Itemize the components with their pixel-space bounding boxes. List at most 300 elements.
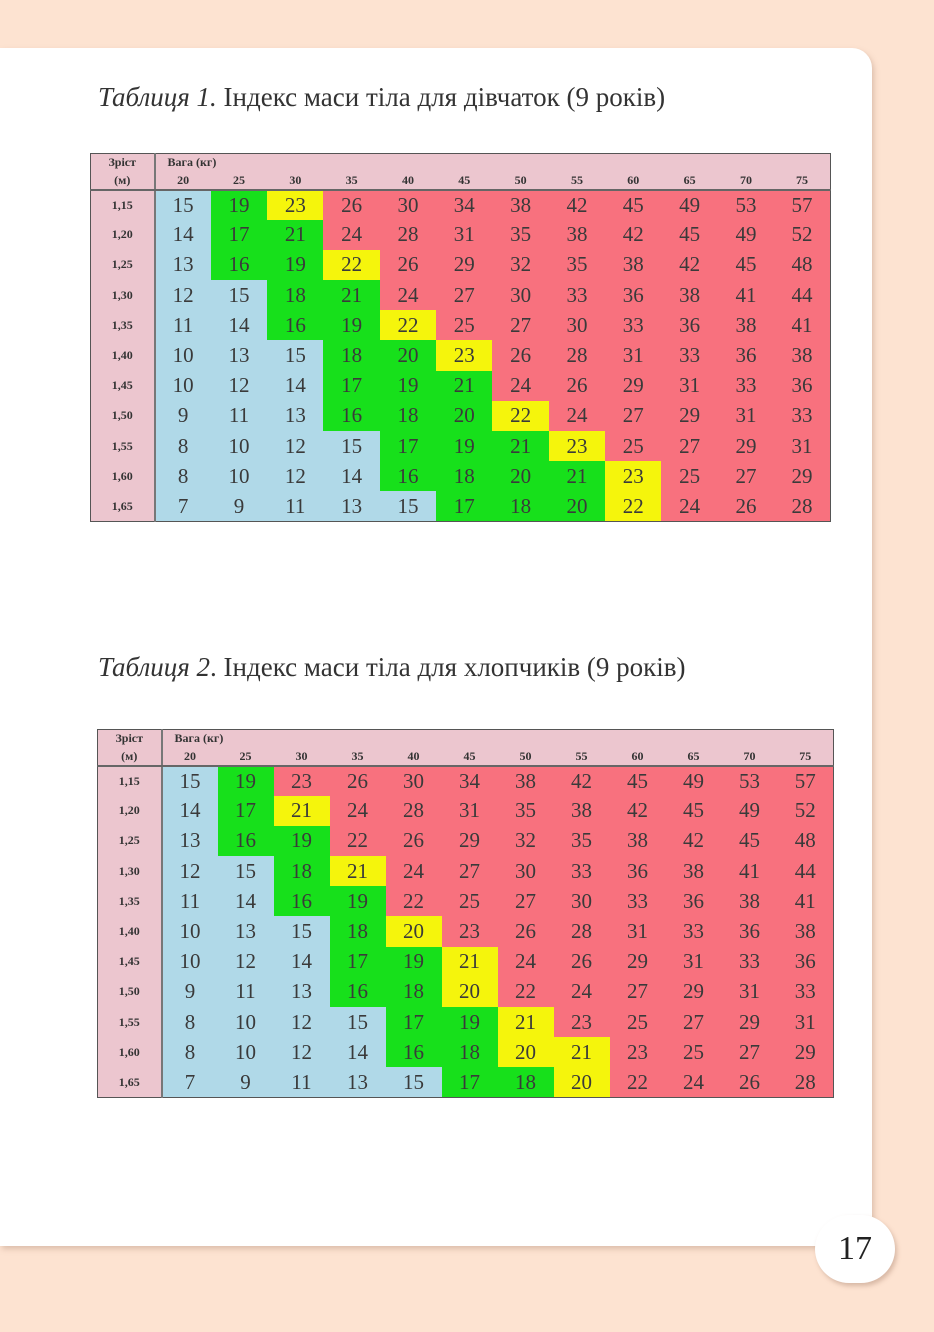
bmi-cell: 11	[274, 1067, 330, 1097]
bmi-cell: 9	[218, 1067, 274, 1097]
weight-column-header: 60	[605, 172, 661, 190]
bmi-cell: 33	[661, 340, 717, 370]
bmi-cell: 20	[386, 916, 442, 946]
bmi-cell: 13	[211, 340, 267, 370]
weight-column-header: 20	[162, 748, 218, 766]
bmi-cell: 38	[778, 916, 834, 946]
bmi-cell: 17	[323, 371, 379, 401]
bmi-cell: 20	[498, 1037, 554, 1067]
table-row	[91, 310, 831, 340]
bmi-cell: 18	[436, 461, 492, 491]
bmi-cell: 31	[774, 431, 830, 461]
bmi-cell: 22	[605, 491, 661, 521]
bmi-cell: 21	[267, 220, 323, 250]
bmi-cell: 57	[774, 190, 830, 220]
bmi-cell: 26	[722, 1067, 778, 1097]
weight-column-header: 55	[549, 172, 605, 190]
bmi-cell: 27	[722, 1037, 778, 1067]
bmi-cell: 18	[380, 401, 436, 431]
bmi-cell: 28	[386, 796, 442, 826]
bmi-cell: 29	[666, 977, 722, 1007]
table-row	[91, 340, 831, 370]
table-2-caption-label: Таблиця 2	[98, 652, 211, 682]
bmi-cell: 24	[498, 947, 554, 977]
height-row-header: 1,65	[98, 1067, 162, 1097]
weight-column-header: 65	[661, 172, 717, 190]
bmi-cell: 31	[605, 340, 661, 370]
height-row-header: 1,60	[98, 1037, 162, 1067]
table-row	[91, 431, 831, 461]
bmi-cell: 25	[666, 1037, 722, 1067]
height-row-header: 1,55	[91, 431, 155, 461]
table-row	[98, 916, 834, 946]
bmi-cell: 32	[492, 250, 548, 280]
weight-column-header: 30	[267, 172, 323, 190]
bmi-cell: 8	[162, 1007, 218, 1037]
bmi-cell: 29	[436, 250, 492, 280]
bmi-cell: 18	[267, 280, 323, 310]
bmi-cell: 18	[492, 491, 548, 521]
bmi-cell: 22	[330, 826, 386, 856]
bmi-cell: 49	[666, 766, 722, 796]
bmi-cell: 14	[267, 371, 323, 401]
bmi-cell: 28	[774, 491, 830, 521]
weight-column-header: 50	[498, 748, 554, 766]
table-2-caption-text: . Індекс маси тіла для хлопчиків (9 років)	[210, 652, 686, 682]
bmi-cell: 25	[436, 310, 492, 340]
bmi-cell: 19	[323, 310, 379, 340]
bmi-cell: 11	[162, 886, 218, 916]
bmi-cell: 48	[774, 250, 830, 280]
table-row	[98, 947, 834, 977]
bmi-cell: 22	[492, 401, 548, 431]
bmi-cell: 16	[386, 1037, 442, 1067]
weight-column-header: 25	[218, 748, 274, 766]
bmi-cell: 11	[267, 491, 323, 521]
bmi-cell: 36	[718, 340, 774, 370]
bmi-cell: 19	[436, 431, 492, 461]
height-row-header: 1,60	[91, 461, 155, 491]
bmi-cell: 15	[380, 491, 436, 521]
bmi-cell: 24	[323, 220, 379, 250]
bmi-cell: 26	[549, 371, 605, 401]
bmi-cell: 12	[267, 431, 323, 461]
bmi-cell: 26	[386, 826, 442, 856]
table-1-caption-label: Таблиця 1.	[98, 82, 217, 112]
bmi-cell: 13	[155, 250, 211, 280]
bmi-cell: 18	[274, 856, 330, 886]
bmi-cell: 27	[718, 461, 774, 491]
bmi-cell: 13	[218, 916, 274, 946]
height-row-header: 1,25	[91, 250, 155, 280]
bmi-cell: 25	[605, 431, 661, 461]
bmi-cell: 21	[554, 1037, 610, 1067]
bmi-cell: 42	[610, 796, 666, 826]
bmi-cell: 42	[666, 826, 722, 856]
bmi-cell: 7	[162, 1067, 218, 1097]
bmi-cell: 45	[661, 220, 717, 250]
bmi-cell: 33	[554, 856, 610, 886]
bmi-cell: 29	[442, 826, 498, 856]
height-row-header: 1,30	[98, 856, 162, 886]
bmi-cell: 30	[386, 766, 442, 796]
bmi-cell: 35	[549, 250, 605, 280]
bmi-cell: 27	[498, 886, 554, 916]
bmi-cell: 12	[274, 1037, 330, 1067]
bmi-cell: 10	[218, 1037, 274, 1067]
bmi-cell: 53	[718, 190, 774, 220]
bmi-cell: 19	[386, 947, 442, 977]
bmi-cell: 10	[155, 340, 211, 370]
bmi-cell: 30	[492, 280, 548, 310]
bmi-cell: 42	[549, 190, 605, 220]
bmi-cell: 28	[380, 220, 436, 250]
bmi-cell: 24	[492, 371, 548, 401]
bmi-cell: 28	[554, 916, 610, 946]
bmi-cell: 29	[774, 461, 830, 491]
bmi-cell: 31	[778, 1007, 834, 1037]
bmi-cell: 23	[267, 190, 323, 220]
table-row	[91, 250, 831, 280]
bmi-cell: 11	[218, 977, 274, 1007]
height-row-header: 1,20	[91, 220, 155, 250]
bmi-cell: 19	[211, 190, 267, 220]
bmi-cell: 24	[554, 977, 610, 1007]
bmi-cell: 32	[498, 826, 554, 856]
bmi-cell: 15	[330, 1007, 386, 1037]
bmi-cell: 13	[162, 826, 218, 856]
table-row	[91, 401, 831, 431]
bmi-cell: 41	[774, 310, 830, 340]
bmi-cell: 14	[155, 220, 211, 250]
weight-column-header: 40	[386, 748, 442, 766]
weight-column-header: 70	[718, 172, 774, 190]
height-row-header: 1,15	[91, 190, 155, 220]
bmi-cell: 38	[722, 886, 778, 916]
bmi-cell: 25	[610, 1007, 666, 1037]
bmi-cell: 18	[498, 1067, 554, 1097]
bmi-cell: 45	[722, 826, 778, 856]
table-1-caption-text: Індекс маси тіла для дівчаток (9 років)	[216, 82, 666, 112]
weight-column-header: 70	[722, 748, 778, 766]
weight-column-header: 60	[610, 748, 666, 766]
height-row-header: 1,55	[98, 1007, 162, 1037]
bmi-cell: 31	[661, 371, 717, 401]
bmi-cell: 10	[162, 947, 218, 977]
weight-header-label: Вага (кг)	[155, 154, 831, 172]
table-2-caption	[98, 652, 686, 683]
bmi-cell: 14	[162, 796, 218, 826]
bmi-cell: 38	[498, 766, 554, 796]
bmi-cell: 21	[330, 856, 386, 886]
weight-column-header: 40	[380, 172, 436, 190]
weight-column-header: 65	[666, 748, 722, 766]
bmi-cell: 21	[498, 1007, 554, 1037]
bmi-cell: 10	[162, 916, 218, 946]
bmi-cell: 9	[155, 401, 211, 431]
bmi-cell: 22	[380, 310, 436, 340]
bmi-cell: 12	[162, 856, 218, 886]
bmi-cell: 15	[211, 280, 267, 310]
bmi-cell: 16	[218, 826, 274, 856]
bmi-cell: 15	[274, 916, 330, 946]
bmi-cell: 35	[554, 826, 610, 856]
table-row	[91, 461, 831, 491]
bmi-cell: 30	[554, 886, 610, 916]
page-number: 17	[815, 1215, 895, 1283]
bmi-cell: 31	[442, 796, 498, 826]
bmi-cell: 33	[666, 916, 722, 946]
bmi-cell: 45	[605, 190, 661, 220]
bmi-cell: 38	[774, 340, 830, 370]
bmi-cell: 26	[554, 947, 610, 977]
bmi-cell: 22	[498, 977, 554, 1007]
bmi-cell: 11	[155, 310, 211, 340]
bmi-cell: 41	[778, 886, 834, 916]
bmi-cell: 53	[722, 766, 778, 796]
height-row-header: 1,45	[91, 371, 155, 401]
bmi-cell: 25	[442, 886, 498, 916]
bmi-table-boys	[97, 729, 834, 1098]
bmi-cell: 29	[718, 431, 774, 461]
bmi-cell: 22	[610, 1067, 666, 1097]
bmi-cell: 38	[661, 280, 717, 310]
bmi-cell: 48	[778, 826, 834, 856]
table-row	[98, 1037, 834, 1067]
bmi-cell: 15	[218, 856, 274, 886]
bmi-cell: 38	[666, 856, 722, 886]
bmi-cell: 20	[492, 461, 548, 491]
bmi-cell: 13	[274, 977, 330, 1007]
bmi-cell: 18	[330, 916, 386, 946]
bmi-cell: 29	[610, 947, 666, 977]
bmi-cell: 52	[778, 796, 834, 826]
bmi-cell: 9	[211, 491, 267, 521]
height-row-header: 1,40	[98, 916, 162, 946]
bmi-cell: 13	[267, 401, 323, 431]
bmi-cell: 30	[498, 856, 554, 886]
bmi-cell: 36	[722, 916, 778, 946]
table-row	[91, 371, 831, 401]
bmi-cell: 21	[492, 431, 548, 461]
bmi-cell: 27	[610, 977, 666, 1007]
bmi-table-girls	[90, 153, 831, 522]
bmi-cell: 35	[492, 220, 548, 250]
bmi-cell: 9	[162, 977, 218, 1007]
bmi-cell: 38	[492, 190, 548, 220]
weight-column-header: 75	[774, 172, 830, 190]
height-row-header: 1,30	[91, 280, 155, 310]
height-unit-label: (м)	[91, 172, 155, 190]
bmi-cell: 36	[605, 280, 661, 310]
bmi-cell: 23	[274, 766, 330, 796]
bmi-cell: 15	[162, 766, 218, 796]
bmi-cell: 8	[155, 431, 211, 461]
bmi-cell: 45	[718, 250, 774, 280]
bmi-cell: 45	[666, 796, 722, 826]
bmi-cell: 31	[722, 977, 778, 1007]
bmi-cell: 29	[605, 371, 661, 401]
bmi-cell: 24	[380, 280, 436, 310]
bmi-cell: 27	[661, 431, 717, 461]
bmi-cell: 20	[380, 340, 436, 370]
bmi-cell: 17	[386, 1007, 442, 1037]
bmi-cell: 52	[774, 220, 830, 250]
bmi-cell: 12	[218, 947, 274, 977]
weight-column-header: 45	[436, 172, 492, 190]
bmi-cell: 8	[155, 461, 211, 491]
bmi-cell: 27	[605, 401, 661, 431]
height-row-header: 1,35	[91, 310, 155, 340]
bmi-cell: 21	[549, 461, 605, 491]
bmi-cell: 33	[774, 401, 830, 431]
bmi-cell: 38	[554, 796, 610, 826]
bmi-cell: 19	[218, 766, 274, 796]
bmi-cell: 18	[442, 1037, 498, 1067]
bmi-cell: 30	[380, 190, 436, 220]
bmi-cell: 26	[492, 340, 548, 370]
bmi-cell: 23	[549, 431, 605, 461]
bmi-cell: 17	[436, 491, 492, 521]
bmi-cell: 26	[718, 491, 774, 521]
bmi-cell: 41	[718, 280, 774, 310]
bmi-cell: 42	[554, 766, 610, 796]
bmi-cell: 7	[155, 491, 211, 521]
weight-column-header: 20	[155, 172, 211, 190]
bmi-cell: 28	[549, 340, 605, 370]
bmi-cell: 15	[386, 1067, 442, 1097]
table-row	[91, 220, 831, 250]
bmi-cell: 19	[330, 886, 386, 916]
bmi-cell: 24	[666, 1067, 722, 1097]
height-header-label: Зріст	[98, 730, 162, 748]
bmi-cell: 35	[498, 796, 554, 826]
bmi-cell: 20	[442, 977, 498, 1007]
bmi-cell: 33	[605, 310, 661, 340]
bmi-cell: 16	[380, 461, 436, 491]
bmi-cell: 36	[778, 947, 834, 977]
bmi-cell: 24	[386, 856, 442, 886]
bmi-cell: 17	[330, 947, 386, 977]
bmi-cell: 10	[218, 1007, 274, 1037]
bmi-cell: 16	[323, 401, 379, 431]
bmi-cell: 21	[442, 947, 498, 977]
bmi-cell: 23	[610, 1037, 666, 1067]
bmi-cell: 26	[323, 190, 379, 220]
bmi-cell: 38	[549, 220, 605, 250]
table-row	[98, 977, 834, 1007]
bmi-cell: 16	[211, 250, 267, 280]
bmi-cell: 11	[211, 401, 267, 431]
bmi-cell: 13	[330, 1067, 386, 1097]
bmi-cell: 14	[330, 1037, 386, 1067]
bmi-cell: 18	[386, 977, 442, 1007]
bmi-cell: 12	[274, 1007, 330, 1037]
weight-column-header: 35	[323, 172, 379, 190]
height-row-header: 1,20	[98, 796, 162, 826]
table-row	[98, 1067, 834, 1097]
bmi-cell: 36	[774, 371, 830, 401]
bmi-cell: 41	[722, 856, 778, 886]
height-row-header: 1,25	[98, 826, 162, 856]
bmi-cell: 19	[274, 826, 330, 856]
bmi-cell: 16	[330, 977, 386, 1007]
bmi-cell: 23	[605, 461, 661, 491]
bmi-cell: 10	[211, 461, 267, 491]
bmi-cell: 24	[549, 401, 605, 431]
bmi-cell: 33	[610, 886, 666, 916]
table-row	[91, 280, 831, 310]
weight-column-header: 55	[554, 748, 610, 766]
bmi-cell: 28	[778, 1067, 834, 1097]
bmi-cell: 20	[436, 401, 492, 431]
weight-column-header: 75	[778, 748, 834, 766]
bmi-cell: 23	[554, 1007, 610, 1037]
bmi-cell: 38	[605, 250, 661, 280]
bmi-cell: 36	[666, 886, 722, 916]
table-1-caption	[98, 82, 665, 113]
bmi-cell: 29	[661, 401, 717, 431]
bmi-cell: 17	[211, 220, 267, 250]
bmi-cell: 31	[436, 220, 492, 250]
bmi-cell: 26	[498, 916, 554, 946]
bmi-cell: 33	[718, 371, 774, 401]
bmi-cell: 27	[492, 310, 548, 340]
bmi-cell: 22	[323, 250, 379, 280]
height-header-label: Зріст	[91, 154, 155, 172]
bmi-cell: 44	[778, 856, 834, 886]
bmi-cell: 14	[274, 947, 330, 977]
weight-column-header: 50	[492, 172, 548, 190]
bmi-cell: 10	[155, 371, 211, 401]
bmi-cell: 19	[442, 1007, 498, 1037]
bmi-cell: 20	[554, 1067, 610, 1097]
table-row	[91, 491, 831, 521]
table-row	[98, 1007, 834, 1037]
bmi-cell: 49	[661, 190, 717, 220]
table-row	[98, 856, 834, 886]
table-row	[98, 796, 834, 826]
bmi-cell: 16	[274, 886, 330, 916]
bmi-cell: 45	[610, 766, 666, 796]
bmi-cell: 14	[323, 461, 379, 491]
bmi-cell: 16	[267, 310, 323, 340]
bmi-cell: 20	[549, 491, 605, 521]
bmi-cell: 27	[442, 856, 498, 886]
bmi-cell: 17	[380, 431, 436, 461]
height-row-header: 1,50	[91, 401, 155, 431]
bmi-cell: 49	[722, 796, 778, 826]
bmi-cell: 24	[330, 796, 386, 826]
weight-column-header: 45	[442, 748, 498, 766]
height-row-header: 1,50	[98, 977, 162, 1007]
bmi-cell: 19	[267, 250, 323, 280]
bmi-cell: 15	[323, 431, 379, 461]
bmi-cell: 14	[218, 886, 274, 916]
bmi-cell: 31	[718, 401, 774, 431]
weight-column-header: 25	[211, 172, 267, 190]
table-row	[91, 190, 831, 220]
bmi-cell: 18	[323, 340, 379, 370]
bmi-cell: 38	[718, 310, 774, 340]
bmi-cell: 10	[211, 431, 267, 461]
bmi-cell: 15	[267, 340, 323, 370]
table-row	[98, 826, 834, 856]
height-unit-label: (м)	[98, 748, 162, 766]
height-row-header: 1,45	[98, 947, 162, 977]
bmi-cell: 12	[267, 461, 323, 491]
bmi-cell: 23	[436, 340, 492, 370]
